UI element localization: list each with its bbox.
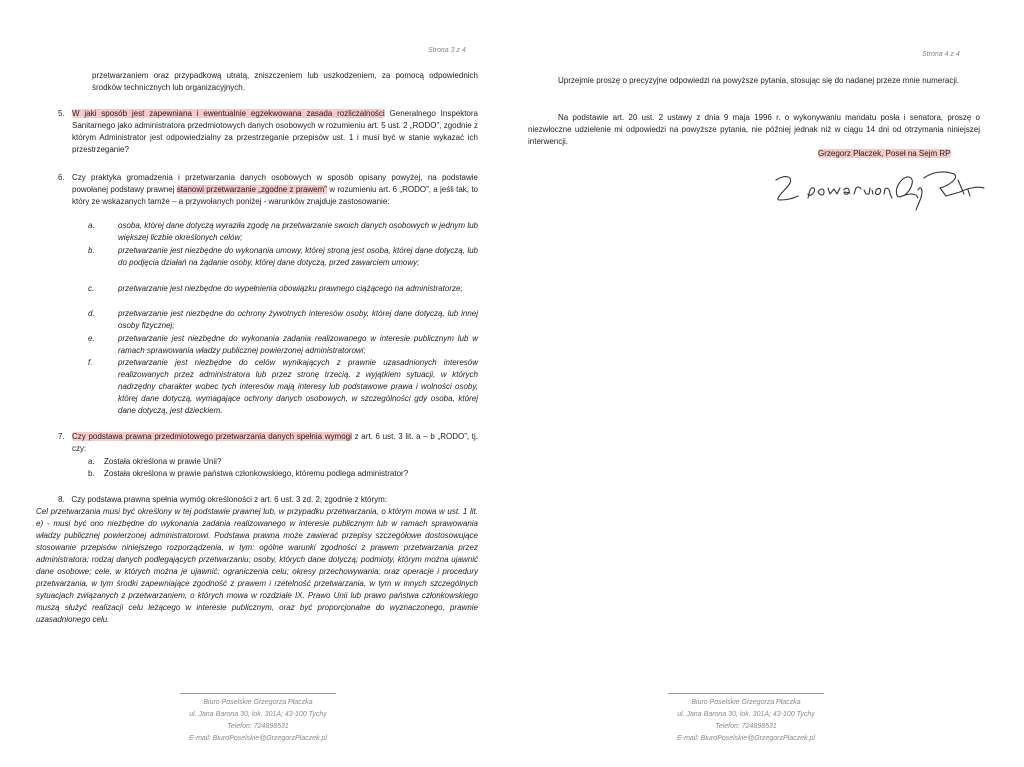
question-7-rest: z art. 6 ust. 3 lit. a – b „RODO”, tj. czy: [72, 432, 478, 453]
question-7-item-b [88, 468, 478, 480]
footer-divider [180, 693, 336, 694]
footer-office: Biuro Poselskie Grzegorza Płaczka [203, 699, 313, 706]
item-text: przetwarzanie jest niezbędne do wypełnienia obowiązku prawnego ciążącego na administratorze; [118, 284, 463, 293]
question-7-highlight: Czy podstawa prawna przedmiotowego przetwarzania danych spełnia wymogi [72, 432, 352, 441]
item-letter: e. [88, 334, 95, 343]
item-letter: a. [88, 221, 95, 230]
footer-office: Biuro Poselskie Grzegorza Płaczka [691, 699, 801, 706]
question-7-number: 7. [58, 432, 65, 441]
page-number: Strona 3 z 4 [428, 47, 466, 54]
question-8-quote: Cel przetwarzania musi być określony w tej podstawie prawnej lub, w przypadku przetwarzania, o którym mowa w ust. 1 lit. e) - musi być ono niezbędne do wykonania zadania realizowanego w interesie publicznym lub w ramach sprawowania władzy publicznej powierzonej administratorowi. Podstawa prawna może zawierać przepisy szczegółowe dostosowujące stosowanie przepisów niniejszego rozporządzenia, w tym: ogólne warunki zgodności z prawem przetwarzania przez administratora; rodzaj danych podlegających przetwarzaniu; osoby, których dane dotyczą; podmioty, którym można ujawnić dane osobowe; cele, w których można je ujawnić; ograniczenia celu; okresy przechowywania; oraz operacje i procedury przetwarzania, w tym środki zapewniające zgodność z prawem i rzetelność przetwarzania, w tym w innych szczególnych sytuacjach związanych z przetwarzaniem, o których mowa w rozdziale IX. Prawo Unii lub prawo państwa członkowskiego muszą służyć realizacji celu leżącego w interesie publicznym, oraz być proporcjonalne do wyznaczonego, prawnie uzasadnionego celu. [36, 507, 478, 624]
question-6-number: 6. [58, 173, 65, 182]
question-7-item-a [88, 456, 478, 468]
footer-email[interactable]: E-mail: BiuroPoselskie@GrzegorzPlaczek.pl [677, 735, 815, 742]
question-6-highlight: stanowi przetwarzanie „zgodne z prawem” [176, 185, 327, 194]
item-letter: b. [88, 246, 95, 255]
question-6-item-f [88, 357, 478, 417]
item-text: Została określona w prawie państwa członkowskiego, któremu podlega administrator? [104, 469, 409, 478]
item-letter: d. [88, 309, 95, 318]
page-number: Strona 4 z 4 [922, 51, 960, 58]
item-letter: c. [88, 284, 95, 293]
item-text: osoba, której dane dotyczą wyraziła zgodę na przetwarzanie swoich danych osobowych w jednym lub większej liczbie określonych celów; [118, 221, 478, 242]
footer [150, 697, 366, 745]
question-8-lead: 8. Czy podstawa prawna spełnia wymóg określoności z art. 6 ust. 3 zd. 2, zgodnie z którym: [58, 495, 388, 504]
signatory-name-highlight: Grzegorz Płaczek, Poseł na Sejm RP [818, 149, 951, 158]
question-5-number: 5. [58, 109, 65, 118]
question-6-after: w rozumieniu art. 6 „RODO”, a jeśli tak, to który ze wskazanych tamże – a przywołanych poniżej - warunków znajduje zastosowanie: [72, 185, 478, 206]
item-letter: f. [88, 358, 93, 367]
question-6-item-e [88, 333, 478, 357]
question-6-text [72, 172, 478, 208]
item-text: przetwarzanie jest niezbędne do wykonania umowy, której stroną jest osoba, której dane dotyczą, lub do podjęcia działań na żądanie osoby, której dane dotyczą, przed zawarciem umowy; [118, 246, 478, 267]
item-text: przetwarzanie jest niezbędne do ochrony żywotnych interesów osoby, której dane dotyczą, lub innej osoby fizycznej; [118, 309, 478, 330]
footer-phone: Telefon: 724898531 [715, 723, 777, 730]
question-6-before: Czy praktyka gromadzenia i przetwarzania danych osobowych w sposób opisany powyżej, na podstawie powołanej podstawy prawnej [72, 173, 478, 194]
item-text: przetwarzanie jest niezbędne do celów wynikających z prawnie uzasadnionych interesów realizowanych przez administratora lub przez stronę trzecią, z wyjątkiem sytuacji, w których nadrzędny charakter wobec tych interesów mają interesy lub podstawowe prawa i wolności osoby, której dane dotyczą, wymagające ochrony danych osobowych, w szczególności gdy osoba, której dane dotyczą, jest dzieckiem. [118, 358, 478, 415]
handwritten-signature [770, 160, 990, 216]
item-text: Została określona w prawie Unii? [104, 457, 222, 466]
question-5-text [72, 108, 478, 156]
signatory-name [818, 148, 951, 160]
question-6-item-c [88, 283, 478, 307]
footer-divider [668, 693, 824, 694]
footer-address: ul. Jana Barona 30, lok. 301A; 43-100 Tychy [677, 711, 815, 718]
footer-email[interactable]: E-mail: BiuroPoselskie@GrzegorzPlaczek.pl [189, 735, 327, 742]
footer-address: ul. Jana Barona 30, lok. 301A; 43-100 Tychy [189, 711, 327, 718]
question-5-rest: Generalnego Inspektora Sanitarnego jako administratora przedmiotowych danych osobowych w rozumieniu art. 5 ust. 2 „RODO”, zgodnie z którym Administrator jest odpowiedzialny za przestrzeganie przepisów ust. 1 i musi być w stanie wykazać ich przestrzeganie? [72, 109, 478, 154]
item-letter: a. [88, 457, 95, 466]
intro-continued-paragraph: przetwarzaniem oraz przypadkową utratą, zniszczeniem lub uszkodzeniem, za pomocą odpowiednich środków technicznych lub organizacyjnych. [92, 71, 478, 92]
item-text: przetwarzanie jest niezbędne do wykonania zadania realizowanego w interesie publicznym lub w ramach sprawowania władzy publicznej powierzonej administratorowi; [118, 334, 478, 355]
document-page-4 [512, 0, 1024, 767]
question-6-item-a [88, 220, 478, 244]
item-letter: b. [88, 469, 95, 478]
closing-paragraph-2: Na podstawie art. 20 ust. 2 ustawy z dnia 9 maja 1996 r. o wykonywaniu mandatu posła i senatora, proszę o niezwłoczne udzielenie mi odpowiedzi na powyższe pytania, nie później jednak niż w ciągu 14 dni od otrzymania niniejszej interwencji. [528, 113, 980, 146]
question-6-item-d [88, 308, 478, 332]
closing-paragraph-1: Uprzejmie proszę o precyzyjne odpowiedzi na powyższe pytania, stosując się do nadanej przeze mnie numeracji. [558, 76, 960, 85]
footer [638, 697, 854, 745]
question-5-highlight: W jaki sposób jest zapewniana i ewentualnie egzekwowana zasada rozliczalności [72, 109, 385, 118]
footer-phone: Telefon: 724898531 [227, 723, 289, 730]
question-6-item-b [88, 245, 478, 281]
question-7-text [72, 431, 478, 455]
